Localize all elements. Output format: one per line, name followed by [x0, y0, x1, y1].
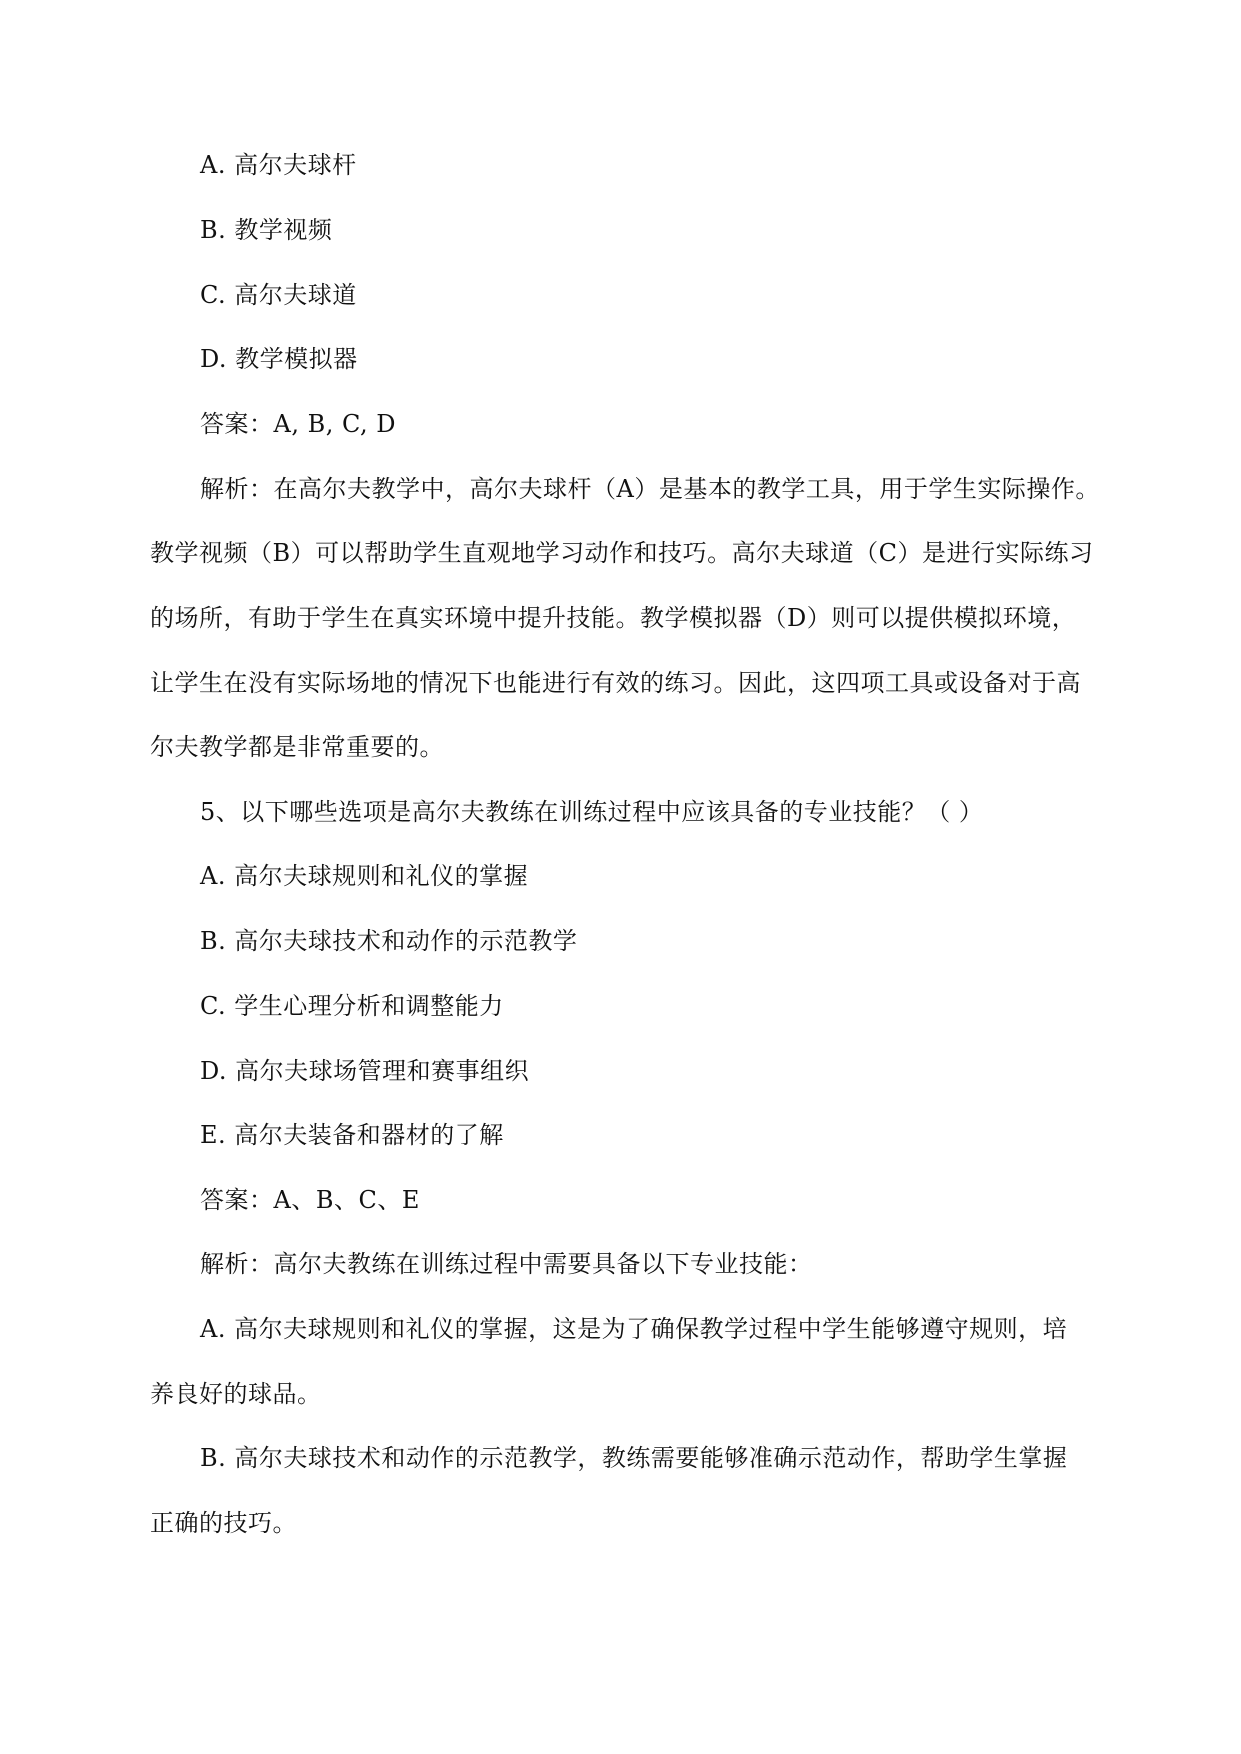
q4-option-b: B. 教学视频: [200, 216, 333, 244]
q5-analysis-intro: 解析：高尔夫教练在训练过程中需要具备以下专业技能：: [200, 1250, 813, 1278]
q5-analysis-point-b-line-2: 正确的技巧。: [150, 1509, 297, 1537]
q5-option-e: E. 高尔夫装备和器材的了解: [200, 1121, 504, 1149]
q4-analysis-line-5: 尔夫教学都是非常重要的。: [150, 733, 444, 761]
q4-option-a: A. 高尔夫球杆: [200, 151, 357, 179]
q5-stem: 5、以下哪些选项是高尔夫教练在训练过程中应该具备的专业技能？（ ）: [200, 798, 984, 826]
q5-option-a: A. 高尔夫球规则和礼仪的掌握: [200, 862, 529, 890]
q5-answer: 答案：A、B、C、E: [200, 1186, 420, 1214]
q4-option-d: D. 教学模拟器: [200, 345, 358, 373]
q5-analysis-point-b-line-1: B. 高尔夫球技术和动作的示范教学，教练需要能够准确示范动作，帮助学生掌握: [200, 1444, 1068, 1472]
q4-analysis-line-4: 让学生在没有实际场地的情况下也能进行有效的练习。因此，这四项工具或设备对于高: [150, 669, 1081, 697]
q4-answer: 答案：A, B, C, D: [200, 410, 396, 438]
q4-analysis-line-3: 的场所，有助于学生在真实环境中提升技能。教学模拟器（D）则可以提供模拟环境，: [150, 604, 1077, 632]
q5-option-c: C. 学生心理分析和调整能力: [200, 992, 504, 1020]
q5-analysis-point-a-line-1: A. 高尔夫球规则和礼仪的掌握，这是为了确保教学过程中学生能够遵守规则，培: [200, 1315, 1068, 1343]
q4-option-c: C. 高尔夫球道: [200, 281, 357, 309]
q5-option-b: B. 高尔夫球技术和动作的示范教学: [200, 927, 578, 955]
q4-analysis-line-1: 解析：在高尔夫教学中，高尔夫球杆（A）是基本的教学工具，用于学生实际操作。: [200, 475, 1100, 503]
q5-option-d: D. 高尔夫球场管理和赛事组织: [200, 1057, 530, 1085]
q4-analysis-line-2: 教学视频（B）可以帮助学生直观地学习动作和技巧。高尔夫球道（C）是进行实际练习: [150, 539, 1094, 567]
q5-analysis-point-a-line-2: 养良好的球品。: [150, 1380, 322, 1408]
